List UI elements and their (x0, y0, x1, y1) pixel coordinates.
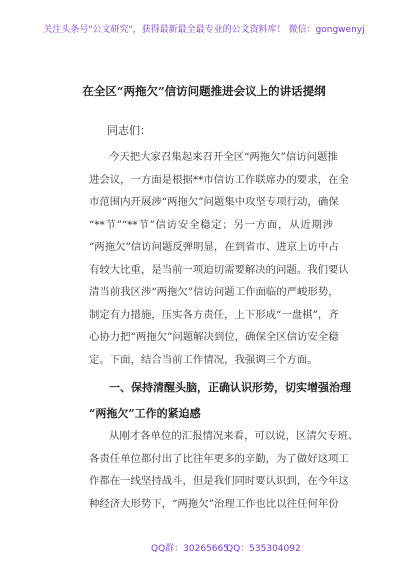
text-line: 清当前我区涉“两拖欠”信访问题工作面临的严峻形势， (89, 286, 339, 298)
salutation: 同志们： (107, 124, 151, 137)
watermark-header: 关注头条号"公文研究"，获得最新最全最专业的公文资料库！ 微信：gongwenyj (43, 25, 365, 35)
text-line: 作都在一线坚持战斗，但是我们同时要认识到，在今年这 (89, 475, 349, 487)
paragraph-intro (89, 146, 349, 371)
text-line: 定。下面，结合当前工作情况，我强调三个方面。 (89, 353, 318, 366)
text-line: 今天把大家召集起来召开全区“两拖欠”信访问题推 (109, 151, 338, 163)
text-line: 从刚才各单位的汇报情况来看，可以说，区清欠专班、 (109, 430, 359, 442)
text-line: 心协力把“两拖欠”问题解决到位，确保全区信访安全稳 (89, 331, 339, 343)
qq-number: QQ：535304092 (226, 544, 301, 554)
qq-group-number: QQ群：30265665 (151, 544, 229, 554)
text-line: 种经济大形势下，“两拖欠”治理工作也比以往任何年份 (89, 497, 339, 510)
paragraph-section-1 (89, 425, 359, 515)
text-line: 各责任单位都付出了比往年更多的辛勤，为了做好这项工 (89, 452, 349, 465)
text-line: 市范围内开展涉“两拖欠”问题集中攻坚专项行动，确保 (89, 196, 339, 208)
text-line: 有较大比重，是当前一项迫切需要解决的问题。我们要认 (89, 263, 349, 276)
document-title: 在全区“两拖欠”信访问题推进会议上的讲话提纲 (82, 84, 326, 98)
text-line: 制定有力措施，压实各方责任，上下形成“一盘棋”，齐 (89, 308, 339, 321)
text-line: “**节”“**节”信访安全稳定；另一方面，从近期涉 (89, 218, 333, 231)
section-heading-1 (89, 375, 351, 427)
text-line: 进会议，一方面是根据**市信访工作联席办的要求，在全 (89, 173, 349, 186)
heading-line: 一、保持清醒头脑，正确认识形势，切实增强治理 (109, 381, 351, 394)
text-line: “两拖欠”信访问题反弹明显，在到省市、进京上访中占 (89, 241, 339, 253)
heading-line: “两拖欠”工作的紧迫感 (89, 407, 201, 420)
